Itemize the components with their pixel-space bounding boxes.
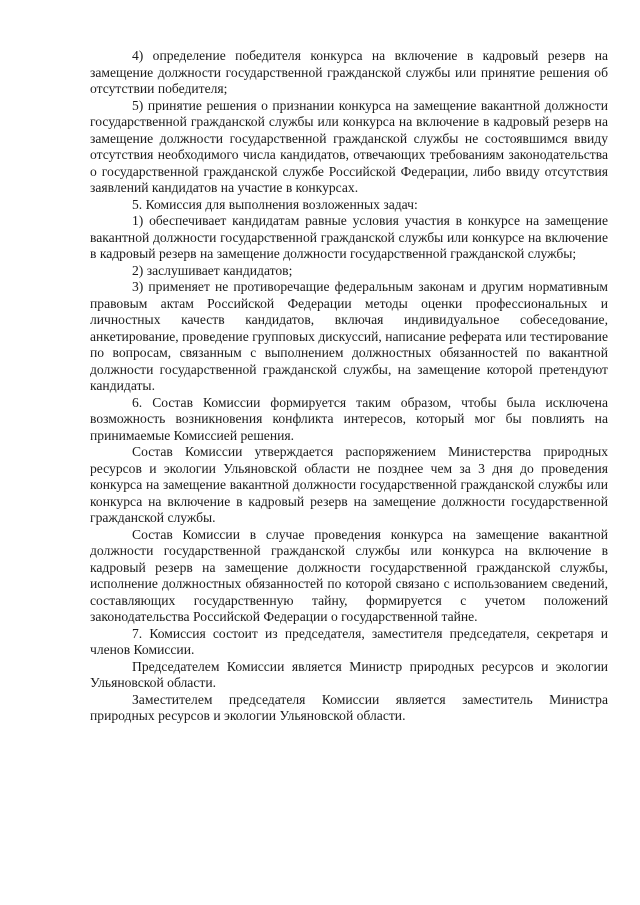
paragraph-item-1-equal-conditions: 1) обеспечивает кандидатам равные условия участия в конкурсе на замещение вакантной должности государственной гражданской службы или конкурсе на включение в кадровый резерв на замещение должности государственной гражданской службы; — [90, 213, 608, 261]
paragraph-chairman: Председателем Комиссии является Министр природных ресурсов и экологии Ульяновской области. — [90, 658, 608, 690]
paragraph-item-5-failed-competition: 5) принятие решения о признании конкурса на замещение вакантной должности государственной гражданской службы или конкурса на включение в кадровый резерв на замещение должности государственной гражданской службы не состоявшимся ввиду отсутствия необходимого числа кандидатов, отвечающих требованиям законодательства о государственной гражданской службе Российской Федерации, либо ввиду отсутствия заявлений кандидатов на участие в конкурсах. — [90, 97, 608, 195]
paragraph-item-3-evaluation-methods: 3) применяет не противоречащие федеральным законам и другим нормативным правовым актам Российской Федерации методы оценки профессиональных и личностных качеств кандидатов, включая индивидуальное собеседование, анкетирование, проведение групповых дискуссий, написание реферата или тестирование по вопросам, связанным с выполнением должностных обязанностей по вакантной должности государственной гражданской службы, на замещение которой претендуют кандидаты. — [90, 279, 608, 393]
paragraph-item-2-hear-candidates: 2) заслушивает кандидатов; — [132, 262, 293, 278]
paragraph-deputy-chairman: Заместителем председателя Комиссии является заместитель Министра природных ресурсов и экологии Ульяновской области. — [90, 691, 608, 723]
paragraph-section-7-members: 7. Комиссия состоит из председателя, заместителя председателя, секретаря и членов Комиссии. — [90, 625, 608, 657]
paragraph-state-secret-composition: Состав Комиссии в случае проведения конкурса на замещение вакантной должности государственной гражданской службы или конкурса на включение в кадровый резерв на замещение должности государственной гражданской службы, исполнение должностных обязанностей по которой связано с использованием сведений, составляющих государственную тайну, формируется с учетом положений законодательства Российской Федерации о государственной тайне. — [90, 526, 608, 624]
paragraph-item-4-winner: 4) определение победителя конкурса на включение в кадровый резерв на замещение должности государственной гражданской службы или принятие решения об отсутствии победителя; — [90, 48, 608, 96]
paragraph-composition-approval: Состав Комиссии утверждается распоряжением Министерства природных ресурсов и экологии Ульяновской области не позднее чем за 3 дня до проведения конкурса на замещение вакантной должности государственной гражданской службы или конкурса на включение в кадровый резерв на замещение должности государственной гражданской службы. — [90, 444, 608, 525]
paragraph-section-5-heading: 5. Комиссия для выполнения возложенных задач: — [132, 196, 418, 212]
document-body — [90, 48, 608, 725]
paragraph-section-6-composition: 6. Состав Комиссии формируется таким образом, чтобы была исключена возможность возникновения конфликта интересов, который мог бы повлиять на принимаемые Комиссией решения. — [90, 394, 608, 443]
